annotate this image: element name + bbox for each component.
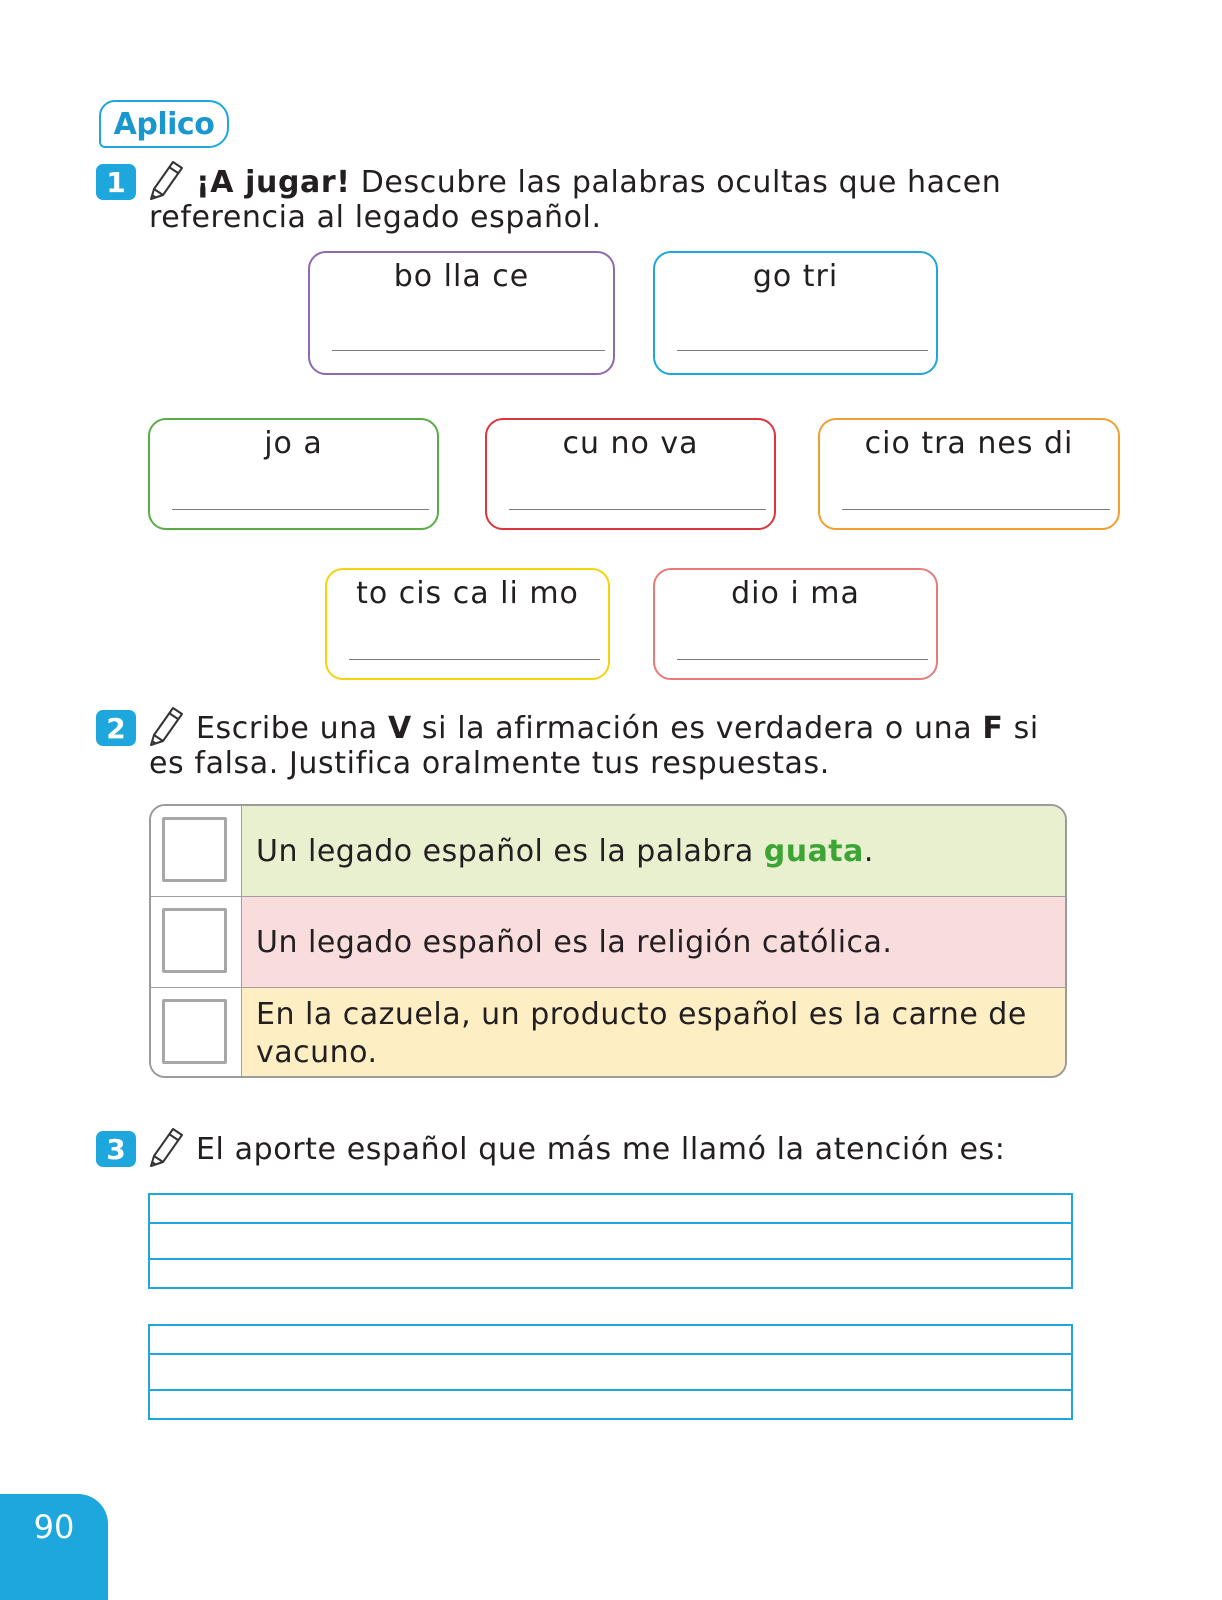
answer-line[interactable] xyxy=(172,509,429,511)
statement-row-3 xyxy=(151,988,1065,1078)
statement-part: Un legado español es la palabra xyxy=(256,833,764,869)
question-1-number: 1 xyxy=(96,164,136,200)
pencil-icon xyxy=(146,1123,188,1169)
statement-row-1 xyxy=(151,806,1065,897)
word-box-2 xyxy=(653,251,938,375)
guide-line xyxy=(150,1389,1071,1391)
guide-line xyxy=(150,1353,1071,1355)
answer-box[interactable] xyxy=(162,908,227,973)
answer-cell xyxy=(151,988,242,1078)
answer-box[interactable] xyxy=(162,999,227,1064)
question-1-instructions: Descubre las palabras ocultas que hacen referencia al legado español. xyxy=(149,165,1002,235)
syllables: go tri xyxy=(752,259,839,294)
answer-cell xyxy=(151,806,242,897)
question-3-number: 3 xyxy=(96,1131,136,1167)
page-number-tab xyxy=(0,1494,108,1600)
section-label xyxy=(99,100,229,148)
statement-row-2 xyxy=(151,897,1065,988)
q2-text-part: Escribe una xyxy=(196,711,388,746)
answer-line[interactable] xyxy=(677,659,928,661)
question-2-text xyxy=(149,711,1069,781)
question-1-text xyxy=(149,165,1049,235)
statement-text xyxy=(256,897,1045,988)
guide-line xyxy=(150,1258,1071,1260)
word-box-6 xyxy=(325,568,610,680)
question-2-number: 2 xyxy=(96,710,136,746)
answer-line[interactable] xyxy=(349,659,600,661)
word-box-3 xyxy=(148,418,439,530)
false-letter: F xyxy=(982,711,1004,746)
word-box-5 xyxy=(818,418,1120,530)
answer-line[interactable] xyxy=(509,509,766,511)
true-false-table xyxy=(149,804,1067,1078)
statement-part: . xyxy=(863,833,874,869)
section-label-text: Aplico xyxy=(113,106,215,142)
answer-line[interactable] xyxy=(842,509,1110,511)
true-letter: V xyxy=(387,711,412,746)
syllables: cio tra nes di xyxy=(864,426,1074,461)
statement-part: Un legado español es la religión católica. xyxy=(256,924,893,960)
guide-line xyxy=(150,1222,1071,1224)
answer-line[interactable] xyxy=(332,350,605,352)
syllables: bo lla ce xyxy=(393,259,530,294)
answer-cell xyxy=(151,897,242,988)
question-1-lead: ¡A jugar! xyxy=(196,165,351,200)
syllables: to cis ca li mo xyxy=(356,576,579,611)
highlighted-word: guata xyxy=(763,833,864,869)
writing-lines-2[interactable] xyxy=(148,1324,1073,1420)
syllables: cu no va xyxy=(562,426,699,461)
question-3-text: El aporte español que más me llamó la atención es: xyxy=(196,1132,1006,1167)
syllables: jo a xyxy=(264,426,323,461)
page-number: 90 xyxy=(33,1508,75,1546)
answer-line[interactable] xyxy=(677,350,928,352)
answer-box[interactable] xyxy=(162,817,227,882)
q2-text-part: si es falsa. Justifica oralmente tus respuestas. xyxy=(149,711,1039,781)
statement-text xyxy=(256,806,1045,897)
word-box-7 xyxy=(653,568,938,680)
writing-lines-1[interactable] xyxy=(148,1193,1073,1289)
word-box-4 xyxy=(485,418,776,530)
statement-part: En la cazuela, un producto español es la carne de vacuno. xyxy=(256,997,1027,1070)
q2-text-part: si la afirmación es verdadera o una xyxy=(411,711,983,746)
statement-text xyxy=(256,988,1045,1078)
word-box-1 xyxy=(308,251,615,375)
syllables: dio i ma xyxy=(731,576,860,611)
